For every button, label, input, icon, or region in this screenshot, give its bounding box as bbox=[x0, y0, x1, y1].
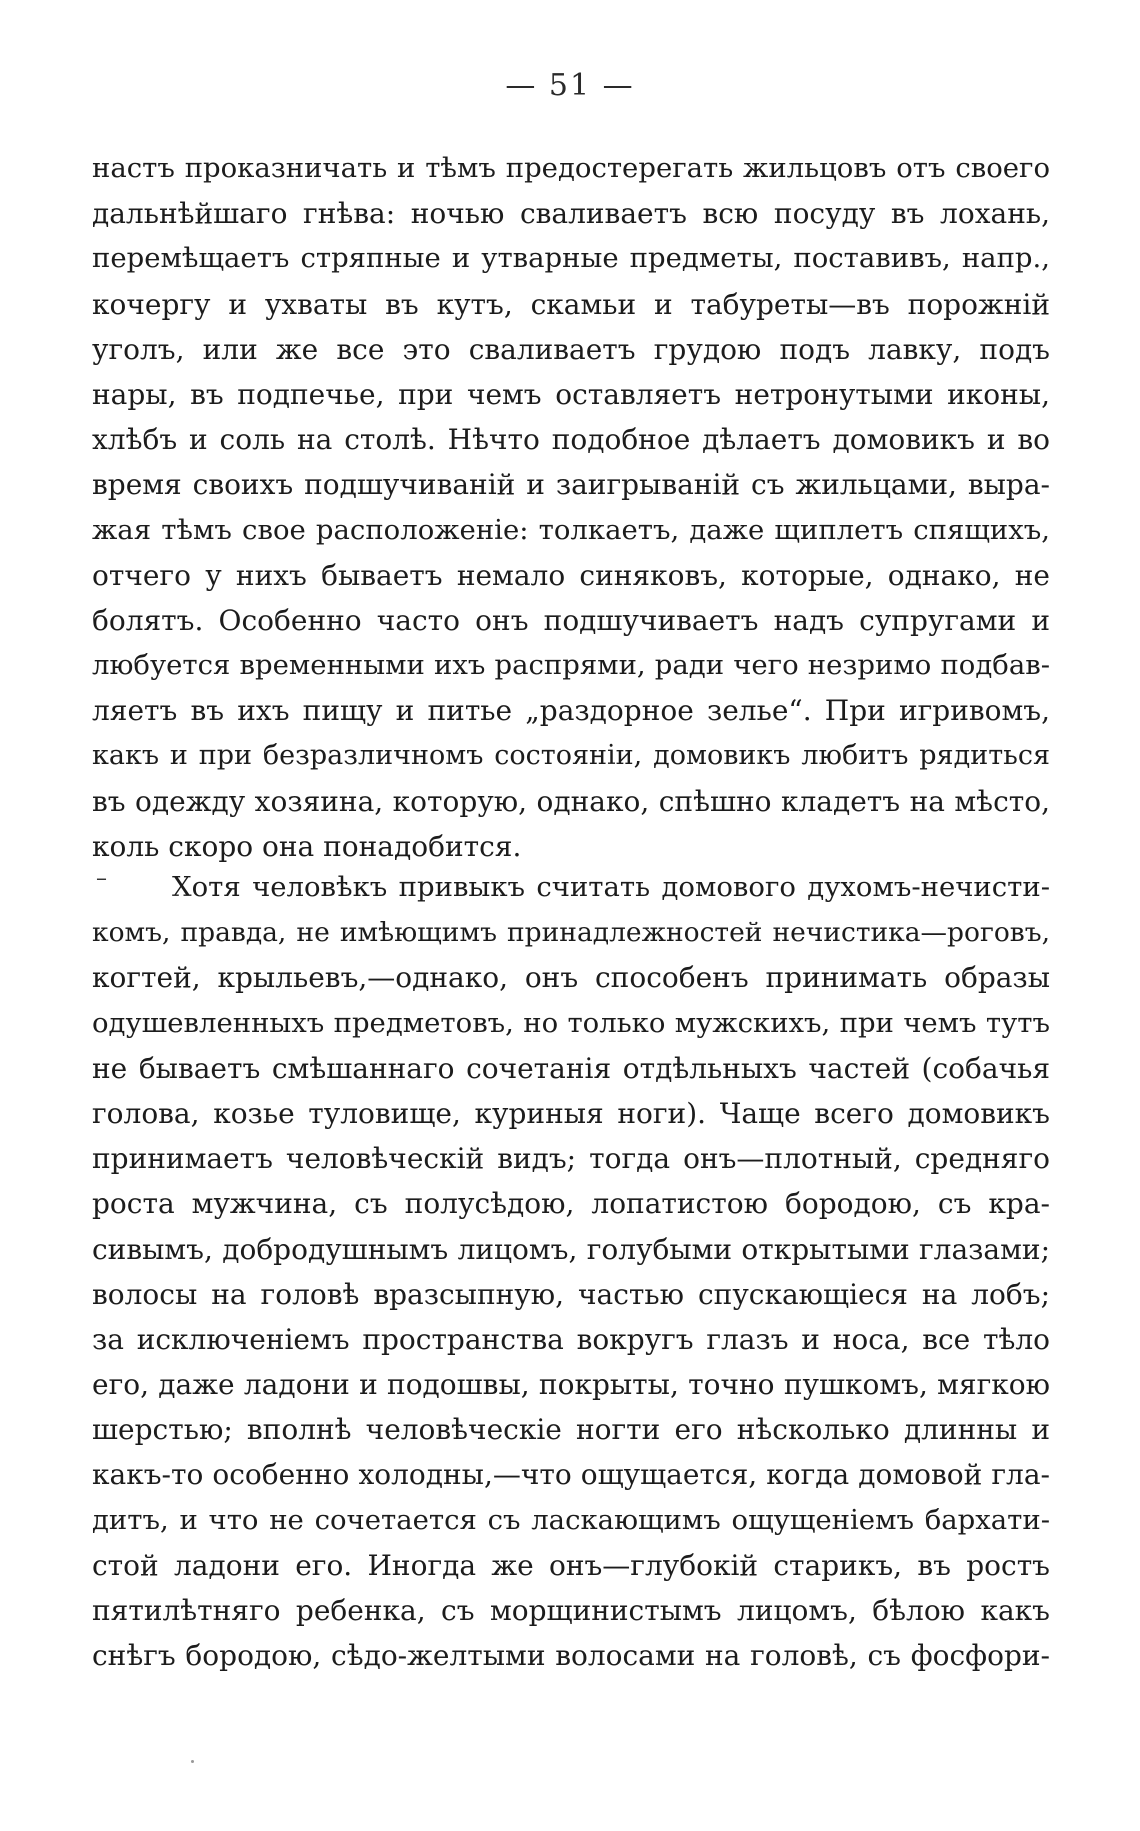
text-line: шерстью; вполнѣ человѣческіе ногти его нѣсколько длинны и bbox=[92, 1413, 1050, 1447]
text-line: Хотя человѣкъ привыкъ считать домового духомъ-нечисти- bbox=[172, 871, 1050, 903]
paragraph-1 bbox=[92, 146, 1050, 869]
text-line: какъ и при безразличномъ состояніи, домовикъ любитъ рядиться bbox=[92, 740, 1050, 772]
marginal-mark: – bbox=[96, 866, 107, 891]
text-line: дитъ, и что не сочетается съ ласкающимъ ощущеніемъ бархати- bbox=[92, 1503, 1050, 1536]
text-line: пятилѣтняго ребенка, съ морщинистымъ лицомъ, бѣлою какъ bbox=[92, 1594, 1050, 1627]
text-line: не бываетъ смѣшаннаго сочетанія отдѣльныхъ частей (собачья bbox=[92, 1051, 1050, 1085]
text-line: волосы на головѣ вразсыпную, частью спускающіеся на лобъ; bbox=[92, 1277, 1050, 1311]
text-line: роста мужчина, съ полусѣдою, лопатистою бородою, съ кра- bbox=[92, 1187, 1050, 1221]
text-line: жая тѣмъ свое расположеніе: толкаетъ, даже щиплетъ спящихъ, bbox=[92, 513, 1050, 546]
text-line: стой ладони его. Иногда же онъ—глубокій старикъ, въ ростъ bbox=[92, 1548, 1050, 1582]
text-line: голова, козье туловище, куриныя ноги). Чаще всего домовикъ bbox=[92, 1096, 1050, 1130]
text-line: время своихъ подшучиваній и заигрываній съ жильцами, выра- bbox=[92, 468, 1050, 502]
paper-speck bbox=[191, 1760, 194, 1763]
text-line: снѣгъ бородою, сѣдо-желтыми волосами на головѣ, съ фосфори- bbox=[92, 1639, 1050, 1673]
text-line: ляетъ въ ихъ пищу и питье „раздорное зелье“. При игривомъ, bbox=[92, 694, 1050, 728]
text-line: комъ, правда, не имѣющимъ принадлежностей нечистика—роговъ, bbox=[92, 917, 1050, 949]
text-line: какъ-то особенно холодны,—что ощущается, когда домовой гла- bbox=[92, 1458, 1050, 1492]
text-line: любуется временными ихъ распрями, ради чего незримо подбав- bbox=[92, 649, 1050, 682]
text-line: сивымъ, добродушнымъ лицомъ, голубыми открытыми глазами; bbox=[92, 1232, 1050, 1266]
text-line: настъ проказничать и тѣмъ предостерегать жильцовъ отъ своего bbox=[92, 152, 1050, 184]
text-line: болятъ. Особенно часто онъ подшучиваетъ надъ супругами и bbox=[92, 603, 1050, 637]
text-line: въ одежду хозяина, которую, однако, спѣшно кладетъ на мѣсто, bbox=[92, 784, 1050, 818]
text-line: одушевленныхъ предметовъ, но только мужскихъ, при чемъ тутъ bbox=[92, 1006, 1050, 1039]
text-line: нары, въ подпечье, при чемъ оставляетъ нетронутыми иконы, bbox=[92, 377, 1050, 411]
text-line: кочергу и ухваты въ кутъ, скамьи и табуреты—въ порожній bbox=[92, 287, 1050, 321]
text-line: уголъ, или же все это сваливаетъ грудою подъ лавку, подъ bbox=[92, 332, 1050, 366]
text-line: за исключеніемъ пространства вокругъ глазъ и носа, все тѣло bbox=[92, 1322, 1050, 1356]
text-line: коль скоро она понадобится. bbox=[92, 829, 522, 863]
text-line: его, даже ладони и подошвы, покрыты, точно пушкомъ, мягкою bbox=[92, 1368, 1050, 1402]
text-line: когтей, крыльевъ,—однако, онъ способенъ принимать образы bbox=[92, 961, 1050, 995]
text-line: перемѣщаетъ стряпные и утварные предметы, поставивъ, напр., bbox=[92, 242, 1050, 275]
text-line: принимаетъ человѣческій видъ; тогда онъ—плотный, средняго bbox=[92, 1142, 1050, 1176]
page-number: — 51 — bbox=[505, 68, 635, 103]
paragraph-2 bbox=[92, 865, 1050, 1678]
text-line: отчего у нихъ бываетъ немало синяковъ, которые, однако, не bbox=[92, 558, 1050, 592]
text-line: хлѣбъ и соль на столѣ. Нѣчто подобное дѣлаетъ домовикъ и во bbox=[92, 423, 1050, 457]
text-line: дальнѣйшаго гнѣва: ночью сваливаетъ всю посуду въ лохань, bbox=[92, 197, 1050, 231]
